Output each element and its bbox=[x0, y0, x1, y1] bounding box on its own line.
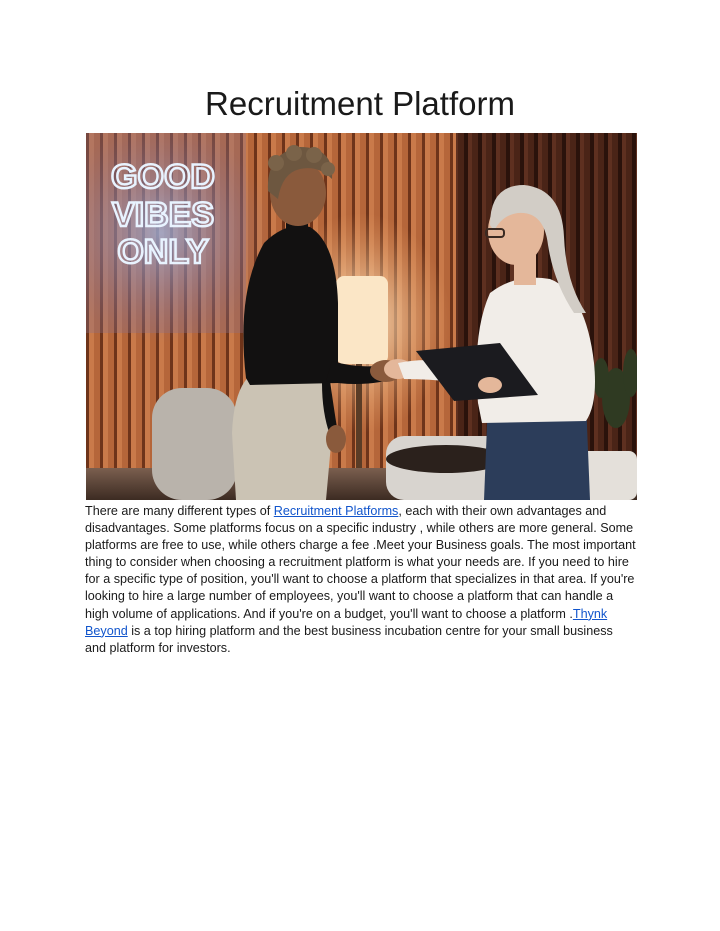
neon-word-2: VIBES bbox=[111, 196, 215, 234]
neon-word-1: GOOD bbox=[111, 158, 215, 196]
armchair bbox=[152, 388, 237, 500]
body-paragraph bbox=[85, 503, 637, 657]
paragraph-intro: There are many different types of bbox=[85, 504, 274, 518]
paragraph-outro: is a top hiring platform and the best business incubation centre for your small business and platform for investors. bbox=[85, 623, 613, 655]
recruitment-platforms-link[interactable]: Recruitment Platforms bbox=[273, 504, 399, 518]
paragraph-middle: , each with their own advantages and disadvantages. Some platforms focus on a specific industry , while others are more general. Some platforms are free to use, while others charge a fee .Meet your Business goals. The most important thing to consider when choosing a recruitment platform is what your needs are. If you need to hire for a specific type of position, you'll want to choose a platform that specializes in that area. If you're looking to hire a large number of employees, you'll want to choose a platform that can handle a high volume of applications. And if you're on a budget, you'll want to choose a platform . bbox=[85, 504, 636, 621]
neon-sign bbox=[111, 158, 215, 271]
thynk-beyond-link[interactable]: Thynk Beyond bbox=[85, 606, 608, 638]
neon-word-3: ONLY bbox=[117, 233, 209, 271]
handshake-photo bbox=[86, 133, 637, 500]
lamp bbox=[336, 276, 388, 364]
page-title: Recruitment Platform bbox=[205, 85, 515, 122]
